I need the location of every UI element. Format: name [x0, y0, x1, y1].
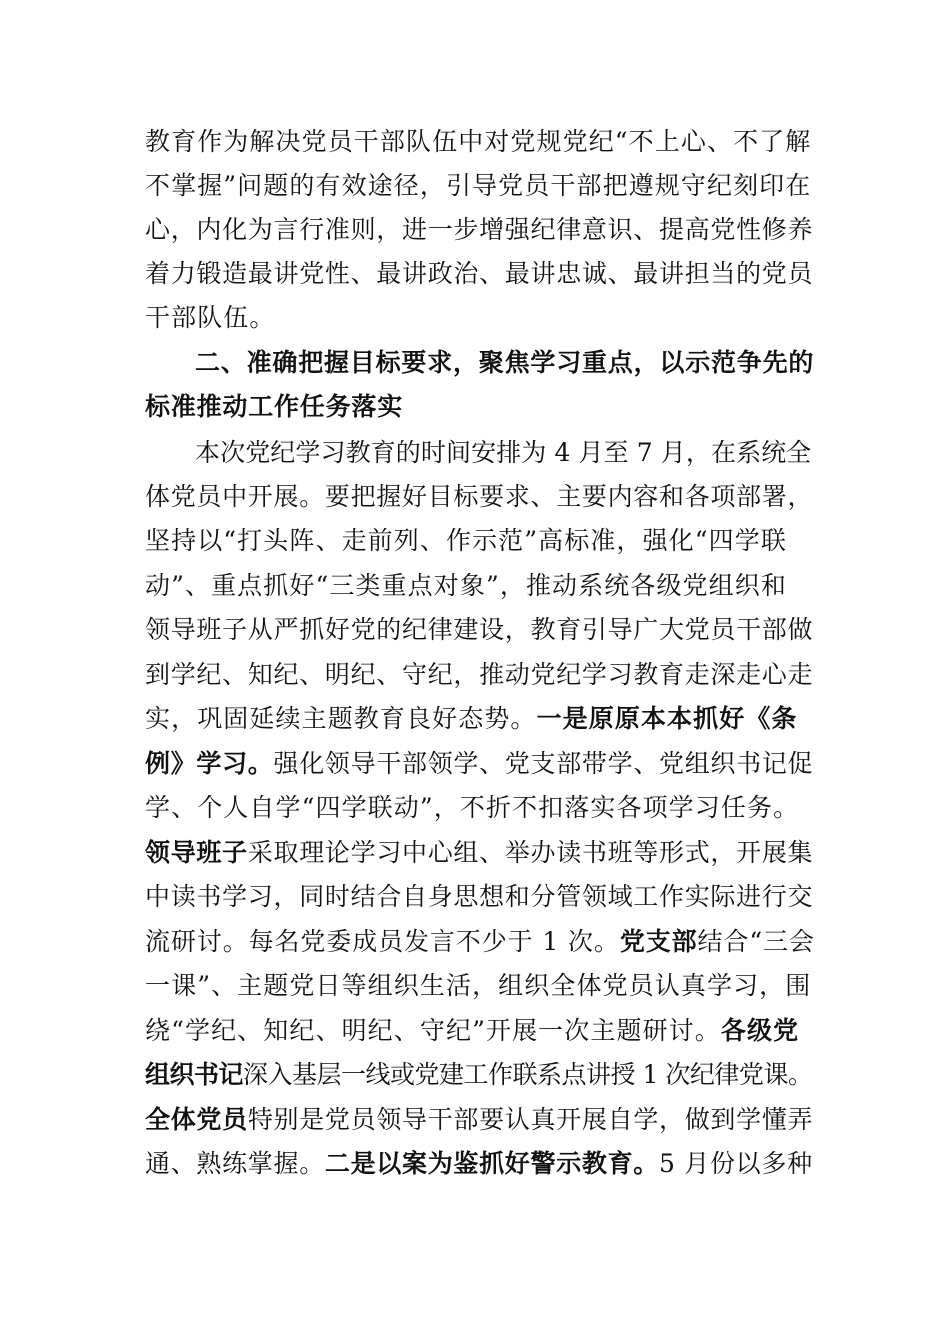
text-run: 流研讨。每名党委成员发言不少于 1 次。 — [145, 927, 620, 956]
text-run: 5 月份以多种 — [659, 1149, 813, 1178]
text-run: 特别是党员领导干部要认真开展自学，做到学懂弄 — [247, 1105, 814, 1134]
text-run: 结合“三会 — [697, 927, 815, 956]
text-line: 本次党纪学习教育的时间安排为 4 月至 7 月，在系统全 — [195, 438, 812, 467]
text-run: 绕“学纪、知纪、明纪、守纪”开展一次主题研讨。 — [145, 1016, 721, 1045]
section-heading: 标准推动工作任务落实 — [145, 392, 404, 421]
text-line — [145, 926, 815, 958]
bold-run: 领导班子 — [145, 838, 248, 867]
text-run: 强化领导干部领学、党支部带学、党组织书记促 — [273, 749, 814, 778]
bold-run: 一是原原本本抓好《条 — [536, 704, 798, 733]
bold-run: 二是以案为鉴抓好警示教育。 — [324, 1149, 660, 1178]
bold-run: 组织书记 — [145, 1060, 244, 1089]
text-run: 通、熟练掌握。 — [145, 1149, 325, 1178]
bold-run: 各级党 — [720, 1016, 800, 1045]
text-line — [145, 1148, 813, 1180]
text-line — [145, 748, 813, 780]
text-line — [145, 1059, 812, 1091]
text-line: 中读书学习，同时结合自身思想和分管领域工作实际进行交 — [145, 882, 814, 911]
text-run: 采取理论学习中心组、举办读书班等形式，开展集 — [247, 838, 814, 867]
bold-run: 例》学习。 — [145, 749, 274, 778]
text-run: 实，巩固延续主题教育良好态势。 — [145, 704, 537, 733]
text-line: 动”、重点抓好“三类重点对象”，推动系统各级党组织和 — [145, 571, 787, 600]
text-line: 心，内化为言行准则，进一步增强纪律意识、提高党性修养 — [145, 215, 814, 244]
text-line: 坚持以“打头阵、走前列、作示范”高标准，强化“四学联 — [145, 526, 787, 555]
bold-run: 党支部 — [619, 927, 698, 956]
text-line: 着力锻造最讲党性、最讲政治、最讲忠诚、最讲担当的党员 — [145, 259, 814, 288]
text-line — [145, 1015, 799, 1047]
text-line: 干部队伍。 — [145, 303, 276, 332]
text-line — [145, 1104, 813, 1136]
bold-run: 全体党员 — [145, 1105, 248, 1134]
text-line: 一课”、主题党日等组织生活，组织全体党员认真学习，围 — [145, 971, 812, 1000]
section-heading: 二、准确把握目标要求，聚焦学习重点，以示范争先的 — [195, 348, 815, 377]
text-line: 到学纪、知纪、明纪、守纪，推动党纪学习教育走深走心走 — [145, 660, 814, 689]
text-line: 学、个人自学“四学联动”，不折不扣落实各项学习任务。 — [145, 793, 800, 822]
text-line: 体党员中开展。要把握好目标要求、主要内容和各项部署， — [145, 482, 814, 511]
text-line: 不掌握”问题的有效途径，引导党员干部把遵规守纪刻印在 — [145, 171, 812, 200]
text-line — [145, 703, 798, 735]
text-run: 深入基层一线或党建工作联系点讲授 1 次纪律党课。 — [243, 1060, 813, 1089]
text-line: 教育作为解决党员干部队伍中对党规党纪“不上心、不了解 — [145, 127, 812, 156]
text-line: 领导班子从严抓好党的纪律建设，教育引导广大党员干部做 — [145, 615, 814, 644]
text-line — [145, 837, 813, 869]
